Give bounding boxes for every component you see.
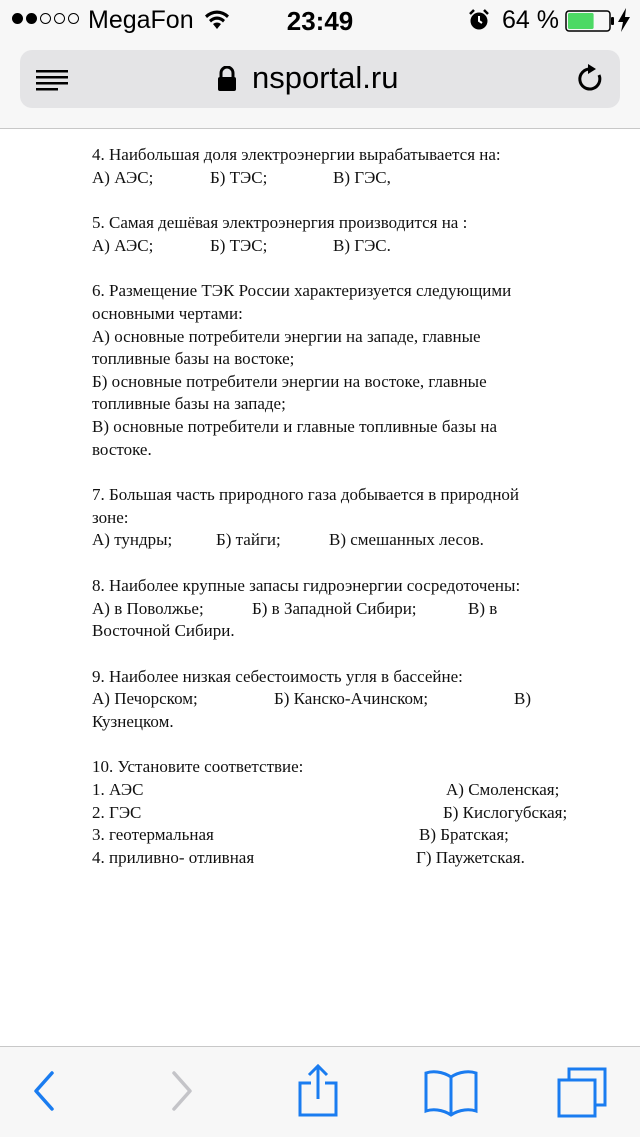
option-a: А) тундры; — [92, 530, 173, 550]
match-row — [92, 824, 592, 847]
battery-icon — [565, 10, 615, 32]
option-a: А) АЭС; — [92, 167, 154, 187]
tabs-icon[interactable] — [556, 1067, 608, 1119]
match-right: В) Братская; — [419, 825, 509, 845]
url-text[interactable]: nsportal.ru — [252, 60, 399, 95]
question-4 — [92, 144, 592, 189]
text-line: Восточной Сибири. — [92, 621, 235, 641]
forward-arrow-icon[interactable] — [168, 1069, 196, 1113]
match-left: 3. геотермальная — [92, 825, 214, 845]
text-line: Б) основные потребители энергии на востоке, главные — [92, 371, 487, 391]
answer-options — [92, 529, 592, 552]
option-c: В) — [514, 689, 531, 709]
match-left: 1. АЭС — [92, 780, 144, 800]
option-a: А) Печорском; — [92, 689, 198, 709]
text-line: зоне: — [92, 507, 129, 527]
question-text: 5. Самая дешёвая электроэнергия производится на : — [92, 213, 468, 233]
address-bar[interactable] — [20, 50, 620, 108]
match-left: 4. приливно- отливная — [92, 847, 255, 867]
browser-address-area — [0, 42, 640, 129]
carrier-name: MegaFon — [88, 6, 194, 34]
match-left: 2. ГЭС — [92, 802, 142, 822]
option-b: Б) в Западной Сибири; — [252, 598, 417, 618]
match-row — [92, 847, 592, 870]
option-b: Б) ТЭС; — [210, 167, 268, 187]
question-6 — [92, 280, 592, 461]
charging-bolt-icon — [617, 8, 631, 32]
text-line: В) основные потребители и главные топливные базы на — [92, 416, 498, 436]
answer-options — [92, 235, 592, 258]
answer-options — [92, 167, 592, 190]
match-right: Г) Паужетская. — [416, 847, 525, 867]
browser-toolbar — [0, 1046, 640, 1137]
match-right: Б) Кислогубская; — [443, 802, 568, 822]
bookmarks-icon[interactable] — [424, 1067, 478, 1117]
question-5 — [92, 212, 592, 257]
document-content — [92, 144, 592, 892]
text-line: 6. Размещение ТЭК России характеризуется следующими — [92, 281, 512, 301]
option-c: В) смешанных лесов. — [329, 530, 484, 550]
option-a: А) в Поволжье; — [92, 598, 204, 618]
status-bar — [0, 0, 640, 42]
question-10 — [92, 756, 592, 869]
match-row — [92, 802, 592, 825]
share-icon[interactable] — [296, 1063, 340, 1119]
answer-options — [92, 598, 592, 621]
alarm-clock-icon — [468, 9, 490, 31]
question-8 — [92, 575, 592, 643]
text-line: основными чертами: — [92, 303, 243, 323]
text-line: востоке. — [92, 439, 152, 459]
question-7 — [92, 484, 592, 552]
back-arrow-icon[interactable] — [30, 1069, 58, 1113]
question-text: 9. Наиболее низкая себестоимость угля в бассейне: — [92, 666, 463, 686]
text-line: топливные базы на западе; — [92, 394, 286, 414]
match-right: А) Смоленская; — [446, 780, 560, 800]
clock: 23:49 — [286, 6, 354, 36]
option-b: Б) ТЭС; — [210, 235, 268, 255]
question-text: 4. Наибольшая доля электроэнергии вырабатывается на: — [92, 145, 501, 164]
question-text: 10. Установите соответствие: — [92, 757, 304, 777]
match-row — [92, 779, 592, 802]
text-line: топливные базы на востоке; — [92, 349, 295, 369]
text-line: А) основные потребители энергии на западе, главные — [92, 326, 481, 346]
reload-icon[interactable] — [575, 63, 605, 95]
answer-options — [92, 688, 592, 711]
option-c: В) ГЭС. — [333, 235, 391, 255]
text-line: 7. Большая часть природного газа добывается в природной — [92, 485, 520, 505]
battery-percentage: 64 % — [502, 6, 559, 34]
reader-menu-icon[interactable] — [36, 68, 68, 92]
text-line: Кузнецком. — [92, 711, 174, 731]
question-text: 8. Наиболее крупные запасы гидроэнергии сосредоточены: — [92, 575, 521, 595]
option-a: А) АЭС; — [92, 235, 154, 255]
question-9 — [92, 666, 592, 734]
option-c: В) ГЭС, — [333, 167, 391, 187]
option-c: В) в — [468, 598, 498, 618]
option-b: Б) тайги; — [216, 530, 281, 550]
option-b: Б) Канско-Ачинском; — [274, 689, 429, 709]
lock-icon — [217, 66, 237, 92]
